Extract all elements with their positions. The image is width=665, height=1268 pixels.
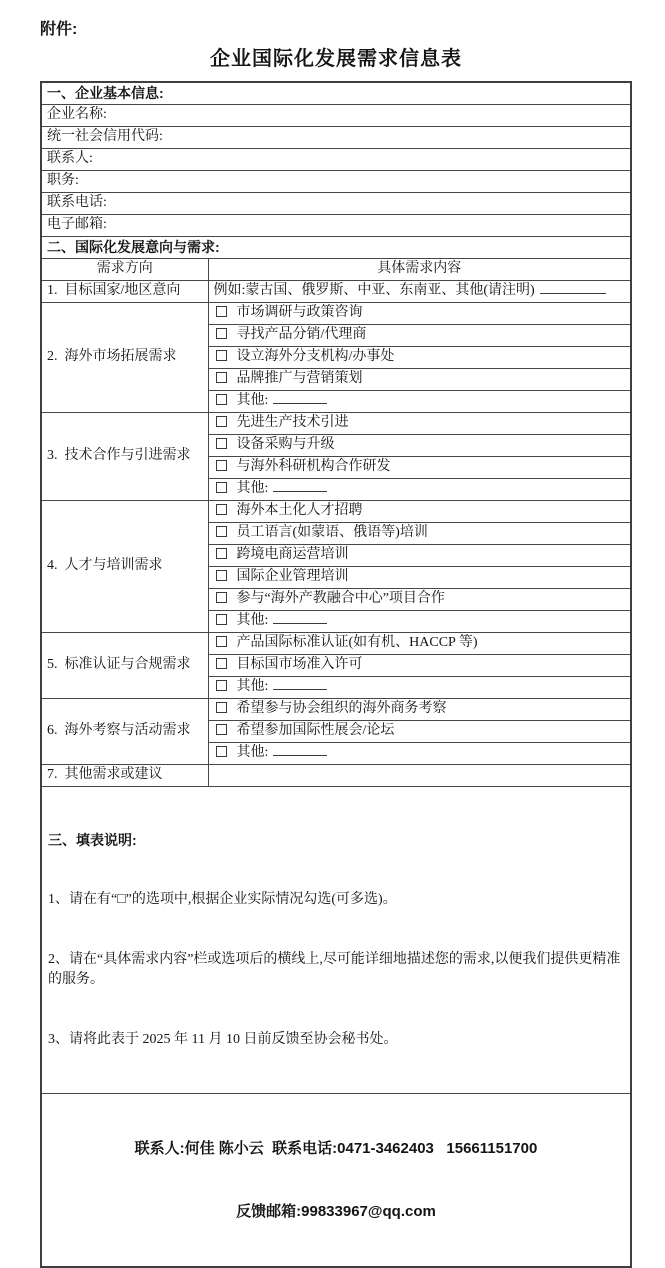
checkbox-label: 寻找产品分销/代理商 bbox=[236, 327, 367, 342]
checkbox-label: 员工语言(如蒙语、俄语等)培训 bbox=[236, 525, 428, 540]
checkbox-label: 设备采购与升级 bbox=[236, 437, 335, 452]
section-instructions bbox=[41, 786, 631, 1093]
checkbox-option[interactable] bbox=[208, 544, 631, 566]
checkbox-option[interactable] bbox=[208, 412, 631, 434]
group-direction-standards-compliance: 5. 标准认证与合规需求 bbox=[41, 632, 208, 698]
page-title: 企业国际化发展需求信息表 bbox=[210, 48, 462, 70]
checkbox-option-other[interactable] bbox=[208, 610, 631, 632]
checkbox-option[interactable] bbox=[208, 588, 631, 610]
checkbox-label: 海外本土化人才招聘 bbox=[236, 503, 363, 518]
checkbox-icon[interactable] bbox=[216, 328, 227, 339]
checkbox-label: 先进生产技术引进 bbox=[236, 415, 349, 430]
checkbox-icon[interactable] bbox=[216, 306, 227, 317]
checkbox-label: 设立海外分支机构/办事处 bbox=[236, 349, 395, 364]
field-position[interactable]: 职务: bbox=[41, 170, 631, 192]
checkbox-option[interactable] bbox=[208, 522, 631, 544]
instruction-note-2: 2、请在“具体需求内容”栏或选项后的横线上,尽可能详细地描述您的需求,以便我们提供更精准的服务。 bbox=[48, 951, 621, 987]
section-instructions-heading: 三、填表说明: bbox=[48, 831, 137, 848]
checkbox-option-other[interactable] bbox=[208, 742, 631, 764]
fill-in-line[interactable] bbox=[273, 611, 327, 624]
fill-in-line[interactable] bbox=[540, 281, 606, 294]
checkbox-option[interactable] bbox=[208, 566, 631, 588]
checkbox-label: 国际企业管理培训 bbox=[236, 569, 349, 584]
group-direction-overseas-visits: 6. 海外考察与活动需求 bbox=[41, 698, 208, 764]
row-other-needs-content[interactable] bbox=[208, 764, 631, 786]
checkbox-icon[interactable] bbox=[216, 636, 227, 647]
checkbox-label: 其他: bbox=[236, 613, 269, 628]
footer-contact-line: 联系人:何佳 陈小云 联系电话:0471-3462403 15661151700 bbox=[134, 1139, 538, 1157]
form-table bbox=[40, 81, 632, 1268]
checkbox-label: 其他: bbox=[236, 393, 269, 408]
field-phone[interactable]: 联系电话: bbox=[41, 192, 631, 214]
row-other-needs-direction: 7. 其他需求或建议 bbox=[41, 764, 208, 786]
group-direction-talent-training: 4. 人才与培训需求 bbox=[41, 500, 208, 632]
checkbox-icon[interactable] bbox=[216, 548, 227, 559]
checkbox-option[interactable] bbox=[208, 500, 631, 522]
checkbox-icon[interactable] bbox=[216, 570, 227, 581]
checkbox-icon[interactable] bbox=[216, 460, 227, 471]
checkbox-option-other[interactable] bbox=[208, 478, 631, 500]
checkbox-label: 市场调研与政策咨询 bbox=[236, 305, 363, 320]
checkbox-label: 其他: bbox=[236, 481, 269, 496]
checkbox-option[interactable] bbox=[208, 324, 631, 346]
checkbox-icon[interactable] bbox=[216, 394, 227, 405]
checkbox-icon[interactable] bbox=[216, 350, 227, 361]
checkbox-icon[interactable] bbox=[216, 372, 227, 383]
checkbox-option[interactable] bbox=[208, 302, 631, 324]
checkbox-label: 与海外科研机构合作研发 bbox=[236, 459, 391, 474]
checkbox-option[interactable] bbox=[208, 632, 631, 654]
instruction-note-1: 1、请在有“□”的选项中,根据企业实际情况勾选(可多选)。 bbox=[48, 891, 397, 907]
fill-in-line[interactable] bbox=[273, 479, 327, 492]
checkbox-icon[interactable] bbox=[216, 746, 227, 757]
column-header-content: 具体需求内容 bbox=[208, 258, 631, 280]
checkbox-option-other[interactable] bbox=[208, 390, 631, 412]
checkbox-option-other[interactable] bbox=[208, 676, 631, 698]
checkbox-icon[interactable] bbox=[216, 526, 227, 537]
checkbox-icon[interactable] bbox=[216, 438, 227, 449]
instruction-note-3: 3、请将此表于 2025 年 11 月 10 日前反馈至协会秘书处。 bbox=[48, 1031, 398, 1047]
checkbox-option[interactable] bbox=[208, 346, 631, 368]
field-email[interactable]: 电子邮箱: bbox=[41, 214, 631, 236]
checkbox-label: 希望参加国际性展会/论坛 bbox=[236, 723, 395, 738]
checkbox-icon[interactable] bbox=[216, 724, 227, 735]
checkbox-option[interactable] bbox=[208, 456, 631, 478]
group-direction-tech-cooperation: 3. 技术合作与引进需求 bbox=[41, 412, 208, 500]
checkbox-icon[interactable] bbox=[216, 680, 227, 691]
checkbox-icon[interactable] bbox=[216, 482, 227, 493]
checkbox-icon[interactable] bbox=[216, 504, 227, 515]
fill-in-line[interactable] bbox=[273, 677, 327, 690]
fill-in-line[interactable] bbox=[273, 391, 327, 404]
row-target-direction: 1. 目标国家/地区意向 bbox=[41, 280, 208, 302]
checkbox-icon[interactable] bbox=[216, 416, 227, 427]
column-header-direction: 需求方向 bbox=[41, 258, 208, 280]
checkbox-label: 参与“海外产教融合中心”项目合作 bbox=[236, 591, 445, 606]
checkbox-option[interactable] bbox=[208, 698, 631, 720]
checkbox-label: 其他: bbox=[236, 679, 269, 694]
checkbox-label: 跨境电商运营培训 bbox=[236, 547, 349, 562]
field-credit-code[interactable]: 统一社会信用代码: bbox=[41, 126, 631, 148]
checkbox-option[interactable] bbox=[208, 368, 631, 390]
checkbox-option[interactable] bbox=[208, 654, 631, 676]
checkbox-option[interactable] bbox=[208, 434, 631, 456]
field-contact-person[interactable]: 联系人: bbox=[41, 148, 631, 170]
section-needs-header: 二、国际化发展意向与需求: bbox=[41, 236, 631, 258]
checkbox-icon[interactable] bbox=[216, 658, 227, 669]
checkbox-label: 其他: bbox=[236, 745, 269, 760]
checkbox-icon[interactable] bbox=[216, 614, 227, 625]
checkbox-icon[interactable] bbox=[216, 592, 227, 603]
section-basic-info-header: 一、企业基本信息: bbox=[41, 82, 631, 104]
checkbox-label: 品牌推广与营销策划 bbox=[236, 371, 363, 386]
footer-email-line: 反馈邮箱:99833967@qq.com bbox=[236, 1202, 436, 1220]
checkbox-label: 产品国际标准认证(如有机、HACCP 等) bbox=[236, 635, 478, 650]
attachment-label: 附件: bbox=[40, 21, 78, 38]
group-direction-market-expansion: 2. 海外市场拓展需求 bbox=[41, 302, 208, 412]
checkbox-icon[interactable] bbox=[216, 702, 227, 713]
footer-contact-block bbox=[41, 1093, 631, 1267]
row-target-content[interactable] bbox=[208, 280, 631, 302]
checkbox-label: 目标国市场准入许可 bbox=[236, 657, 363, 672]
target-example-text: 例如:蒙古国、俄罗斯、中亚、东南亚、其他(请注明) bbox=[213, 283, 535, 298]
checkbox-option[interactable] bbox=[208, 720, 631, 742]
field-company-name[interactable]: 企业名称: bbox=[41, 104, 631, 126]
fill-in-line[interactable] bbox=[273, 743, 327, 756]
checkbox-label: 希望参与协会组织的海外商务考察 bbox=[236, 701, 447, 716]
